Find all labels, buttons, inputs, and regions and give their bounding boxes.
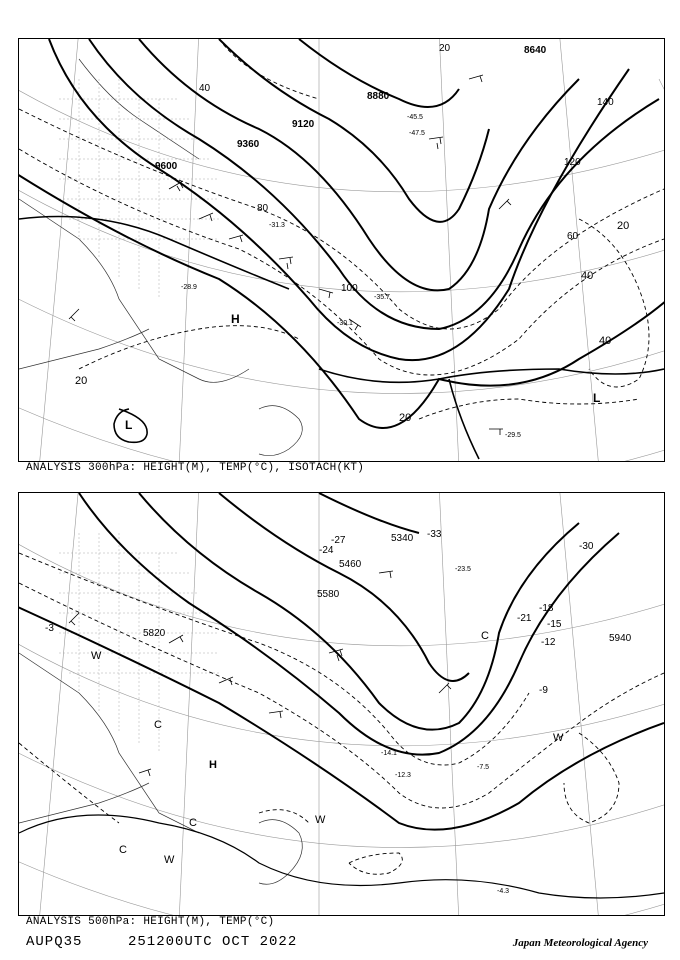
height-label-5580: 5580 <box>317 589 340 600</box>
isotherms <box>19 39 664 419</box>
high-pressure-mark: H <box>231 312 240 326</box>
isotach-label-80: 80 <box>257 203 269 214</box>
isotherm-label-minus9: -9 <box>539 685 548 696</box>
isotherm-labels <box>45 529 594 696</box>
svg-text:-28.9: -28.9 <box>181 284 197 291</box>
pressure-centers <box>91 630 564 866</box>
cold-center-1: C <box>154 719 162 731</box>
svg-text:-14.1: -14.1 <box>381 750 397 757</box>
analysis-300hpa-map <box>18 38 665 462</box>
map-500hpa-svg <box>19 493 664 915</box>
isotach-label-140: 140 <box>597 97 614 108</box>
svg-text:-7.5: -7.5 <box>477 764 490 771</box>
agency-name: Japan Meteorological Agency <box>512 937 648 949</box>
low-pressure-mark-west: L <box>125 418 133 432</box>
warm-center-1: W <box>91 650 102 662</box>
isotherm-label-minus27: -27 <box>331 535 346 546</box>
isotach-label-20-south: 20 <box>399 412 412 424</box>
isotach-label-40-east: 40 <box>581 270 594 282</box>
height-label-5820: 5820 <box>143 628 166 639</box>
coastlines <box>19 59 302 456</box>
height-labels <box>155 45 547 172</box>
isotach-contours <box>19 217 664 460</box>
thermal-outline <box>19 815 664 898</box>
high-pressure-mark: H <box>209 759 217 771</box>
analysis-500hpa-map <box>18 492 665 916</box>
svg-text:-12.3: -12.3 <box>395 772 411 779</box>
isotherms <box>19 553 664 874</box>
chart-code: AUPQ35 <box>26 934 83 950</box>
valid-time: 251200UTC OCT 2022 <box>128 934 298 950</box>
lower-panel-caption: ANALYSIS 500hPa: HEIGHT(M), TEMP(°C) <box>26 916 275 928</box>
isotherm-label-minus24: -24 <box>319 545 334 556</box>
isotach-label-100: 100 <box>341 283 358 294</box>
isotach-label-40-se: 40 <box>599 335 612 347</box>
height-label-5940: 5940 <box>609 633 632 644</box>
cold-center-4: C <box>481 630 489 642</box>
warm-center-3: W <box>315 814 326 826</box>
height-label-9120: 9120 <box>292 119 315 130</box>
height-label-5460: 5460 <box>339 559 362 570</box>
graticule <box>19 39 664 461</box>
pressure-centers <box>125 312 600 432</box>
isotherm-label-minus18: -18 <box>539 603 554 614</box>
upper-panel-caption: ANALYSIS 300hPa: HEIGHT(M), TEMP(°C), ISOTACH(KT) <box>26 462 365 474</box>
svg-text:-23.5: -23.5 <box>455 566 471 573</box>
isotach-label-20-east: 20 <box>617 220 630 232</box>
low-pressure-mark-east: L <box>593 391 601 405</box>
svg-text:-4.3: -4.3 <box>497 888 510 895</box>
isotach-label-20-west: 20 <box>75 375 88 387</box>
cold-center-2: C <box>189 817 197 829</box>
svg-text:-45.5: -45.5 <box>407 114 423 121</box>
isotherm-label-minus21: -21 <box>517 613 532 624</box>
coastlines <box>19 653 302 884</box>
height-label-9360: 9360 <box>237 139 260 150</box>
height-label-8640: 8640 <box>524 45 547 56</box>
isotherm-label-minus33: -33 <box>427 529 442 540</box>
warm-center-2: W <box>164 854 175 866</box>
graticule <box>19 493 664 915</box>
svg-text:-31.3: -31.3 <box>269 222 285 229</box>
cold-center-3: C <box>119 844 127 856</box>
isotach-labels <box>199 43 614 294</box>
svg-text:-35.7: -35.7 <box>374 294 390 301</box>
height-label-5340: 5340 <box>391 533 414 544</box>
isotach-label-20: 20 <box>439 43 451 54</box>
height-label-8880: 8880 <box>367 91 390 102</box>
isotach-label-40: 40 <box>199 83 211 94</box>
isotherm-label-minus30: -30 <box>579 541 594 552</box>
isotherm-label-minus3: -3 <box>45 623 54 634</box>
height-label-9600: 9600 <box>155 161 178 172</box>
svg-text:-30.1: -30.1 <box>337 320 353 327</box>
isotach-label-120: 120 <box>564 157 581 168</box>
isotherm-label-minus15: -15 <box>547 619 562 630</box>
svg-text:-47.5: -47.5 <box>409 130 425 137</box>
isotherm-label-minus12: -12 <box>541 637 556 648</box>
wind-barbs <box>69 571 451 776</box>
wind-note: -29.5 <box>505 432 521 439</box>
isotach-label-60: 60 <box>567 231 579 242</box>
map-300hpa-svg <box>19 39 664 461</box>
warm-center-4: W <box>553 732 564 744</box>
